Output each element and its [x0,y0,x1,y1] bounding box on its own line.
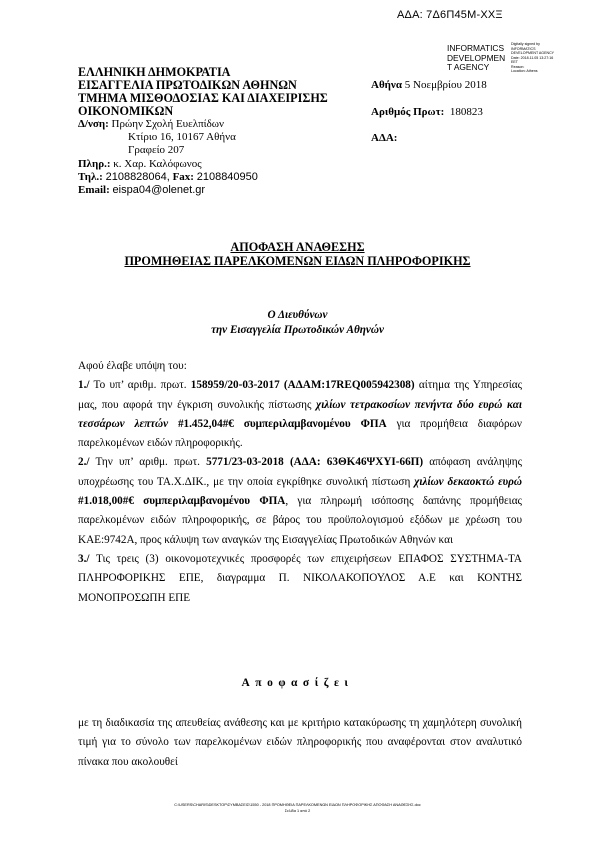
stamp-detail: EET [511,60,518,64]
date-line [371,79,487,92]
document-body [78,357,522,608]
protocol-line [371,106,483,119]
phone-label: Τηλ.: [78,170,103,183]
item-text: Το υπ’ αριθμ. πρωτ. [89,379,191,392]
address-line: Γραφείο 207 [128,144,185,157]
info-label: Πληρ.: [78,157,111,170]
phone-value: 2108828064, [105,170,170,183]
city: Αθήνα [371,79,402,91]
item-number: 3./ [78,552,90,565]
considerations-item-2 [78,453,522,549]
header-line: ΤΜΗΜΑ ΜΙΣΘΟΔΟΣΙΑΣ ΚΑΙ ΔΙΑΧΕΙΡΙΣΗΣ [78,91,328,105]
closing-paragraph [78,714,522,772]
address-label: Δ/νση: [78,118,109,130]
stamp-detail: Reason: [511,64,525,69]
stamp-detail: Location: Athens [511,69,538,73]
footer-page: Σελίδα 1 από 2 [284,809,311,813]
item-text: Τις τρεις (3) οικονομοτεχνικές προσφορές των επιχειρήσεων ΕΠΑΦΟΣ ΣΥΣΤΗΜΑ-ΤΑ ΠΛΗΡΟΦΟΡΙΚΗΣ ΕΠΕ, διαγραμμα Π. ΝΙΚΟΛΑΚΟΠΟΥΛΟΣ Α.Ε και ΚΟΝΤΗΣ ΜΟΝΟΠΡΟΣΩΠΗ ΕΠΕ [78,552,522,604]
stamp-line: T AGENCY [447,62,490,73]
item-number: 1./ [78,379,90,392]
header-line: ΟΙΚΟΝΟΜΙΚΩΝ [78,104,174,118]
ada-header: ΑΔΑ: 7Δ6Π45Μ-ΧΧΞ [397,9,503,21]
protocol-number: 180823 [449,106,483,118]
email-value: eispa04@olenet.gr [112,184,206,197]
page-footer [60,802,535,814]
director-title: Ο Διευθύνων [267,309,328,321]
stamp-detail: Date: 2018.11.05 13:27:16 [511,55,554,60]
issuer-header [78,66,363,197]
email-label: Email: [78,184,110,197]
signature-details [511,42,559,74]
item-text: αίτημα της Υπηρεσίας μας, που αφορά την έγκριση συνολικής πίστωσης [78,379,522,411]
item-amount: #1.018,00#€ συμπεριλαμβανομένου ΦΠΑ [78,495,286,508]
item-number: 2./ [78,456,90,469]
stamp-detail: DEVELOPMENT AGENCY [511,51,555,55]
ada-label: ΑΔΑ: [371,132,398,144]
director-org: την Εισαγγελία Πρωτοδικών Αθηνών [211,324,384,336]
stamp-line: DEVELOPMEN [447,52,506,63]
address-line: Κτίριο 16, 10167 Αθήνα [128,131,236,144]
fax-label: Fax: [172,170,194,183]
date: 5 Νοεμβρίου 2018 [404,79,487,91]
item-text: Την υπ’ αριθμ. πρωτ. [89,456,207,469]
fax-value: 2108840950 [196,170,258,183]
signature-stamp [447,44,505,73]
stamp-detail: Digitally signed by [511,42,540,46]
considerations-item-1 [78,376,522,453]
item-text: για προμήθεια διαφόρων παρελκομένων ειδών πληροφορικής. [78,417,522,450]
footer-path: C:\USERS\CHARIS\DESKTOP\ΣΥΜΒΑΣΕΙΣ\1550 - 2018 ΠΡΟΜΗΘΕΙΑ ΠΑΡΕΛΚΟΜΕΝΩΝ ΕΙΔΩΝ ΠΛΗΡΟΦΟΡΙΚΗΣ ΑΠΟΦΑΣΗ ΑΝΑΘΕΣΗΣ.doc [174,803,421,807]
protocol-label: Αριθμός Πρωτ: [371,106,445,118]
item-reference: 158959/20-03-2017 (ΑΔΑΜ:17REQ005942308) [190,379,415,392]
decision-heading: Αποφασίζει [241,677,354,689]
header-line: ΕΙΣΑΓΓΕΛΙΑ ΠΡΩΤΟΔΙΚΩΝ ΑΘΗΝΩΝ [78,78,297,92]
stamp-detail: INFORMATICS [511,46,536,51]
item-text: , για πληρωμή ισόποσης δαπάνης προμήθειας παρελκομένων ειδών πληροφορικής, σε βάρος του προϋπολογισμού εξόδων με χρέωση του ΚΑΕ:9742Α, προς κάλυψη των αναγκών της Εισαγγελίας Πρωτοδικών Αθηνών και [78,495,522,546]
document-title: ΑΠΟΦΑΣΗ ΑΝΑΘΕΣΗΣ [230,240,365,254]
item-amount-words: χιλίων δεκαοκτώ ευρώ [414,475,523,488]
closing-text: με τη διαδικασία της απευθείας ανάθεσης και με κριτήριο κατακύρωσης τη χαμηλότερη συνολική τιμή για το σύνολο των παρελκομένων ειδών πληροφορικής που αναφέρονται στον αναλυτικό πίνακα που ακολουθεί [78,717,522,768]
considerations-item-3 [78,550,522,608]
header-line: ΕΛΛΗΝΙΚΗ ΔΗΜΟΚΡΑΤΙΑ [78,65,231,79]
stamp-line: INFORMATICS [447,43,505,53]
address-block [78,118,363,197]
item-amount: #1.452,04#€ συμπεριλαμβανομένου ΦΠΑ [168,417,387,430]
address-line: Πρώην Σχολή Ευελπίδων [111,118,224,130]
item-reference: 5771/23-03-2018 (ΑΔΑ: 63ΘΚ46ΨΧΥΙ-66Π) [206,456,424,469]
item-text: απόφαση ανάληψης υποχρέωσης του ΤΑ.Χ.ΔΙΚ., με την οποία εγκρίθηκε συνολική πίστωση [78,456,523,488]
info-value: κ. Χαρ. Καλόφωνος [113,157,202,170]
document-subtitle: ΠΡΟΜΗΘΕΙΑΣ ΠΑΡΕΛΚΟΜΕΝΩΝ ΕΙΔΩΝ ΠΛΗΡΟΦΟΡΙΚΗΣ [124,254,471,268]
ada-line [371,132,397,145]
body-intro: Αφού έλαβε υπόψη του: [78,360,187,372]
item-amount-words: χιλίων τετρακοσίων πενήντα δύο ευρώ και τεσσάρων λεπτών [78,398,522,430]
